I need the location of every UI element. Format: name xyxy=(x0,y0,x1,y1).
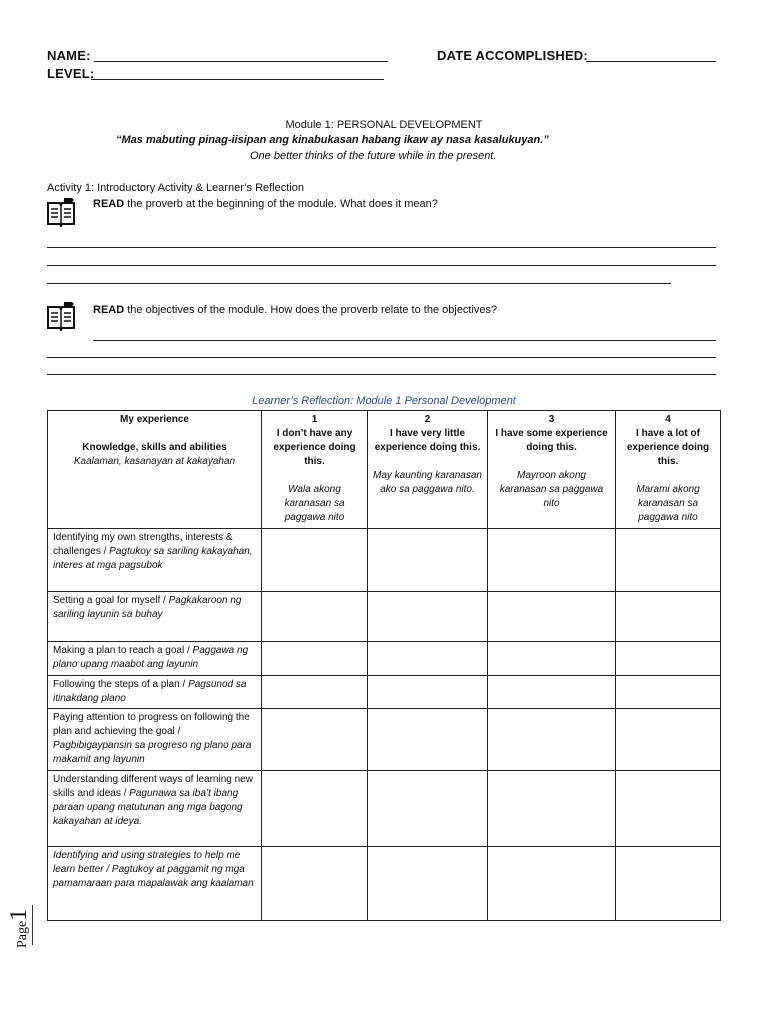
rating-cell[interactable] xyxy=(488,676,616,709)
name-field[interactable] xyxy=(94,61,388,62)
row-label-fil: Pagsunod sa itinakdang plano xyxy=(53,679,247,704)
my-experience-title: My experience xyxy=(120,414,189,425)
row-label-fil: Identifying and using strategies to help me learn better / Pagtukoy at paggamit ng mga pamamaraan para mapalawak ang kaalaman xyxy=(53,850,254,889)
table-header-row xyxy=(48,411,721,529)
table-row xyxy=(48,592,721,642)
row-label-en: Identifying my own strengths, interests & challenges / xyxy=(53,532,233,557)
row-label-en: Understanding different ways of learning new skills and ideas / xyxy=(53,774,253,799)
row-label-en: Following the steps of a plan / xyxy=(53,679,189,690)
rating-cell[interactable] xyxy=(616,592,721,642)
row-label-fil: Pagbibigaypansin sa progreso ng plano para makamit ang layunin xyxy=(53,740,252,765)
table-row xyxy=(48,529,721,592)
table-row xyxy=(48,709,721,771)
answer-line[interactable] xyxy=(47,265,716,266)
rating-cell[interactable] xyxy=(262,642,368,676)
rating-cell[interactable] xyxy=(488,709,616,771)
col-3-number: 3 xyxy=(548,414,555,425)
col-2-fil: May kaunting karanasan ako sa paggawa nito. xyxy=(373,470,482,495)
name-label: NAME: xyxy=(47,48,91,63)
level-label: LEVEL: xyxy=(47,66,95,81)
my-experience-subtitle: Knowledge, skills and abilities xyxy=(82,442,227,453)
level-field[interactable] xyxy=(91,79,384,80)
date-accomplished-label: DATE ACCOMPLISHED: xyxy=(437,48,588,63)
answer-line[interactable] xyxy=(93,340,716,341)
col-4-fil: Marami akong karanasan sa paggawa nito xyxy=(636,484,700,523)
book-icon xyxy=(46,301,76,331)
table-row xyxy=(48,771,721,847)
question-2-text: the objectives of the module. How does the proverb relate to the objectives? xyxy=(124,304,498,316)
module-title: Module 1: PERSONAL DEVELOPMENT xyxy=(285,119,483,131)
col-3-en: I have some experience doing this. xyxy=(495,428,608,453)
page-divider xyxy=(32,905,33,945)
answer-line[interactable] xyxy=(47,374,716,375)
question-1-read: READ xyxy=(93,198,125,210)
rating-cell[interactable] xyxy=(368,529,488,592)
rating-cell[interactable] xyxy=(368,847,488,921)
col-4-en: I have a lot of experience doing this. xyxy=(626,428,710,467)
page-word: Page xyxy=(15,920,30,948)
row-label-en: Making a plan to reach a goal / xyxy=(53,645,193,656)
answer-line[interactable] xyxy=(47,283,671,284)
rating-cell[interactable] xyxy=(616,676,721,709)
row-label xyxy=(48,592,262,642)
answer-line[interactable] xyxy=(47,247,716,248)
rating-cell[interactable] xyxy=(368,709,488,771)
col-1-fil: Wala akong karanasan sa paggawa nito xyxy=(284,484,345,523)
rating-cell[interactable] xyxy=(262,709,368,771)
rating-cell[interactable] xyxy=(368,642,488,676)
rating-cell[interactable] xyxy=(616,642,721,676)
row-label-fil: Paggawa ng plano upang maabot ang layunin xyxy=(53,645,249,670)
header-col-4 xyxy=(616,411,721,529)
row-label xyxy=(48,676,262,709)
question-1 xyxy=(93,198,438,210)
header-col-2 xyxy=(368,411,488,529)
reflection-title: Learner’s Reflection: Module 1 Personal Development xyxy=(252,395,516,407)
rating-cell[interactable] xyxy=(262,529,368,592)
rating-cell[interactable] xyxy=(368,676,488,709)
header-col-1 xyxy=(262,411,368,529)
col-2-number: 2 xyxy=(424,414,431,425)
date-accomplished-field[interactable] xyxy=(586,61,716,62)
proverb-translation: One better thinks of the future while in the present. xyxy=(250,150,497,162)
row-label-en: Setting a goal for myself / xyxy=(53,595,169,606)
reflection-table xyxy=(47,410,721,921)
rating-cell[interactable] xyxy=(488,642,616,676)
row-label-fil: Pagkakaroon ng sariling layunin sa buhay xyxy=(53,595,242,620)
answer-line[interactable] xyxy=(47,357,716,358)
col-1-en: I don’t have any experience doing this. xyxy=(273,428,356,467)
row-label-en: Paying attention to progress on following the plan and achieving the goal / xyxy=(53,712,250,737)
activity-title: Activity 1: Introductory Activity & Learner’s Reflection xyxy=(47,182,304,194)
proverb: “Mas mabuting pinag-iisipan ang kinabukasan habang ikaw ay nasa kasalukuyan.” xyxy=(116,134,549,146)
rating-cell[interactable] xyxy=(616,847,721,921)
question-1-text: the proverb at the beginning of the module. What does it mean? xyxy=(124,198,438,210)
table-row xyxy=(48,642,721,676)
row-label-fil: Pagtukoy sa sariling kakayahan, interes at mga pagsubok xyxy=(53,546,253,571)
col-3-fil: Mayroon akong karanasan sa paggawa nito xyxy=(499,470,604,509)
rating-cell[interactable] xyxy=(262,771,368,847)
rating-cell[interactable] xyxy=(488,847,616,921)
rating-cell[interactable] xyxy=(488,529,616,592)
rating-cell[interactable] xyxy=(262,592,368,642)
col-2-en: I have very little experience doing this. xyxy=(374,428,481,453)
row-label xyxy=(48,642,262,676)
rating-cell[interactable] xyxy=(368,592,488,642)
row-label xyxy=(48,709,262,771)
col-4-number: 4 xyxy=(665,414,671,425)
rating-cell[interactable] xyxy=(262,847,368,921)
row-label xyxy=(48,529,262,592)
row-label-fil: Pagunawa sa iba’t ibang paraan upang matutunan ang mga bagong kakayahan at ideya. xyxy=(53,788,243,827)
page-number: 1 xyxy=(6,908,32,921)
table-row xyxy=(48,847,721,921)
page-number-label xyxy=(6,909,33,948)
header-my-experience xyxy=(48,411,262,529)
question-2-read: READ xyxy=(93,304,125,316)
rating-cell[interactable] xyxy=(488,771,616,847)
header-col-3 xyxy=(488,411,616,529)
row-label xyxy=(48,771,262,847)
rating-cell[interactable] xyxy=(616,529,721,592)
rating-cell[interactable] xyxy=(262,676,368,709)
col-1-number: 1 xyxy=(311,414,318,425)
question-2 xyxy=(93,304,497,316)
my-experience-subtitle-fil: Kaalaman, kasanayan at kakayahan xyxy=(73,456,236,467)
rating-cell[interactable] xyxy=(368,771,488,847)
book-icon xyxy=(46,197,76,227)
row-label xyxy=(48,847,262,921)
rating-cell[interactable] xyxy=(616,709,721,771)
rating-cell[interactable] xyxy=(488,592,616,642)
rating-cell[interactable] xyxy=(616,771,721,847)
table-row xyxy=(48,676,721,709)
